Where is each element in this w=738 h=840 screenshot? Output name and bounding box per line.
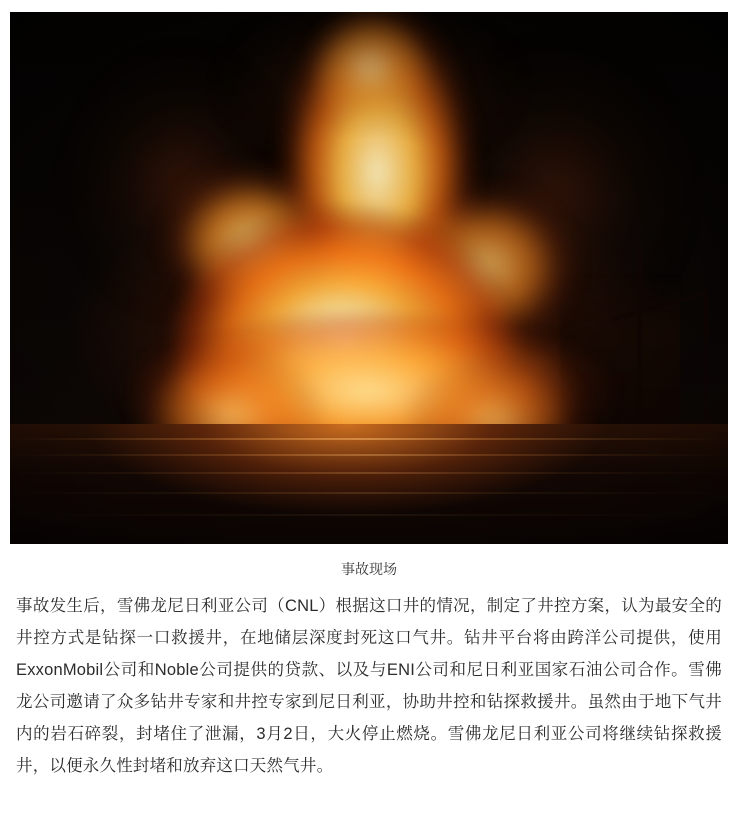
photo-vignette	[10, 12, 728, 544]
article-paragraph: 事故发生后，雪佛龙尼日利亚公司（CNL）根据这口井的情况，制定了井控方案，认为最安全的井控方式是钻探一口救援井，在地储层深度封死这口气井。钻井平台将由跨洋公司提供，使用ExxonMobil公司和Noble公司提供的贷款、以及与ENI公司和尼日利亚国家石油公司合作。雪佛龙公司邀请了众多钻井专家和井控专家到尼日利亚，协助井控和钻探救援井。虽然由于地下气井内的岩石碎裂，封堵住了泄漏，3月2日，大火停止燃烧。雪佛龙尼日利亚公司将继续钻探救援井，以便永久性封堵和放弃这口天然气井。	[16, 596, 722, 776]
figure-caption: 事故现场	[341, 561, 397, 577]
article-figure	[10, 12, 728, 590]
gas-well-blowout-fire-photo	[10, 12, 728, 544]
